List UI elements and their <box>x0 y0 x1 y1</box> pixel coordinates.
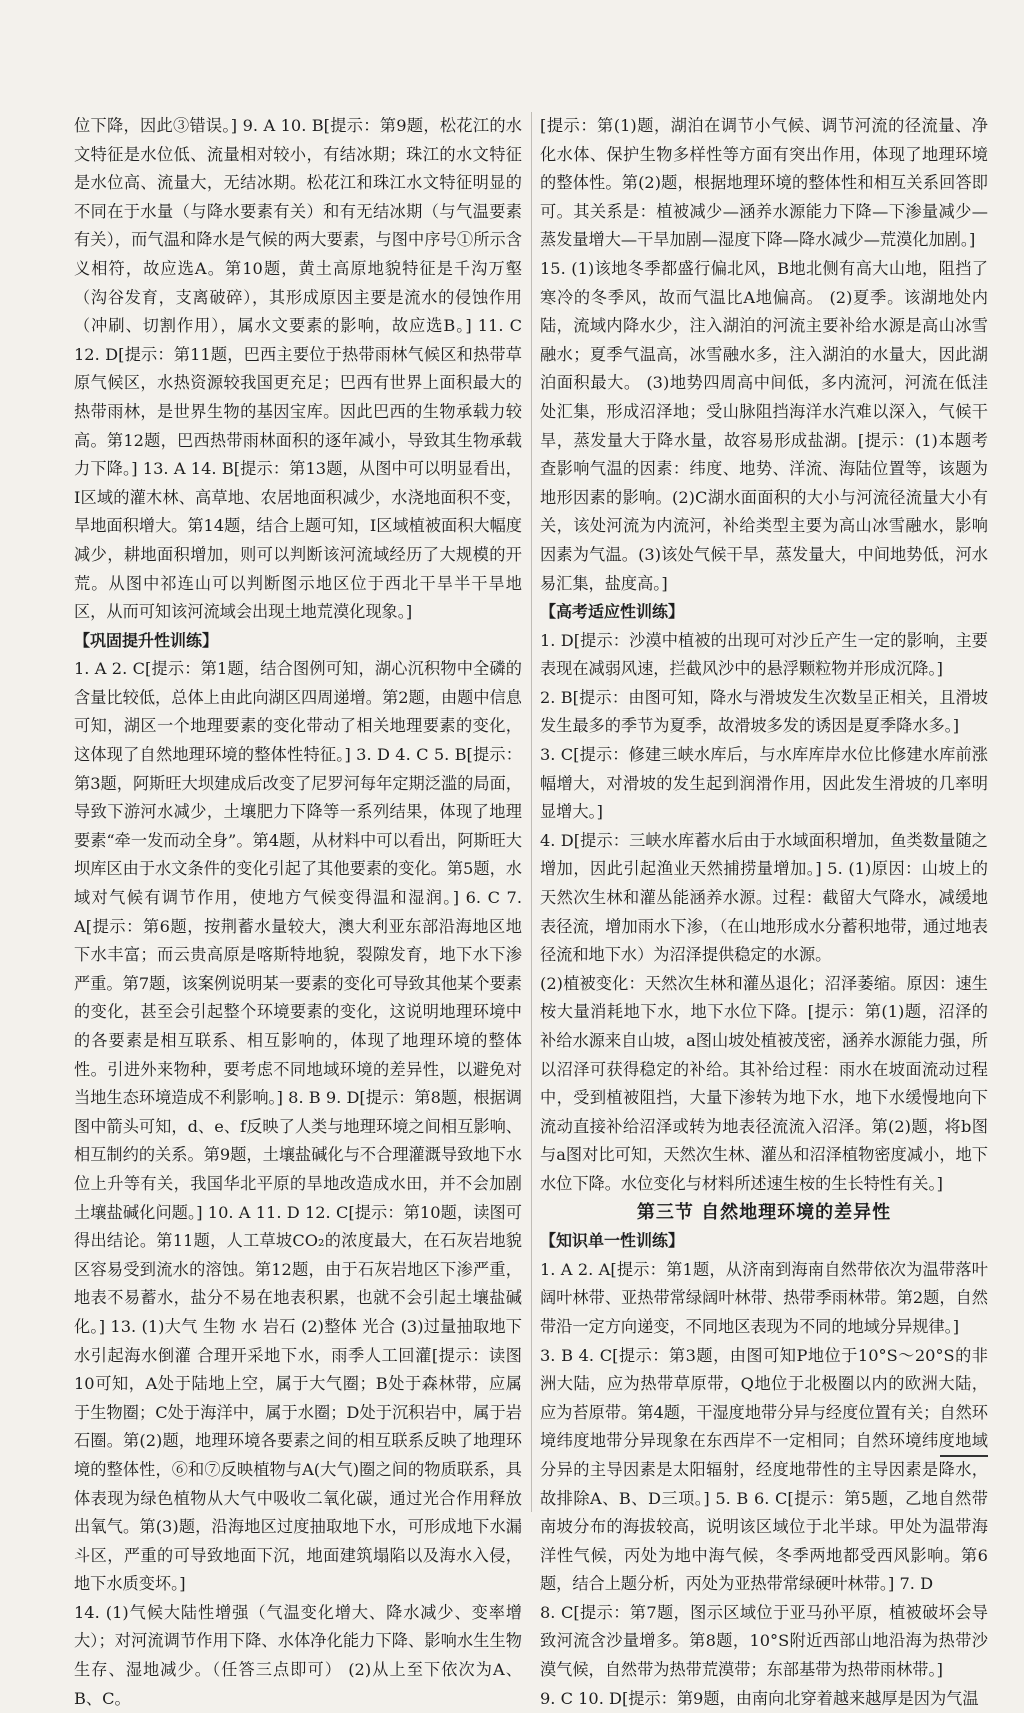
answer-paragraph: 2. B[提示：由图可知，降水与滑坡发生次数呈正相关，且滑坡发生最多的季节为夏季，故滑坡多发的诱因是夏季降水多。] <box>540 687 988 736</box>
section-header: 【知识单一性训练】 <box>540 1231 685 1251</box>
answer-paragraph: 15. (1)该地冬季都盛行偏北风，B地北侧有高大山地，阻挡了寒冷的冬季风，故而气温比A地偏高。 (2)夏季。该湖地处内陆，流域内降水少，注入湖泊的河流主要补给水源是高山冰雪融水；夏季气温高，冰雪融水多，注入湖泊的水量大，因此湖泊面积最大。 (3)地势四周高中间低，多内流河，河流在低洼处汇集，形成沼泽地；受山脉阻挡海洋水汽难以深入，气候干旱，蒸发量大于降水量，故容易形成盐湖。[提示：(1)本题考查影响气温的因素：纬度、地势、洋流、海陆位置等，该题为地形因素的影响。(2)C湖水面面积的大小与河流径流量大小有关，该处河流为内流河，补给类型主要为高山冰雪融水，影响因素为气温。(3)该处气候干旱，蒸发量大，中间地势低，河水易汇集，盐度高。] <box>540 258 988 593</box>
right-column <box>540 112 988 1713</box>
answer-paragraph: 14. (1)气候大陆性增强（气温变化增大、降水减少、变率增大）；对河流调节作用下降、水体净化能力下降、影响水生生物生存、湿地减少。（任答三点即可） (2)从上至下依次为A、B、C。 <box>74 1602 522 1708</box>
answer-paragraph: 3. C[提示：修建三峡水库后，与水库库岸水位比修建水库前涨幅增大，对滑坡的发生起到润滑作用，因此发生滑坡的几率明显增大。] <box>540 745 988 822</box>
answer-paragraph: 1. A 2. C[提示：第1题，结合图例可知，湖心沉积物中全磷的含量比较低，总体上由此向湖区四周递增。第2题，由题中信息可知，湖区一个地理要素的变化带动了相关地理要素的变化，这体现了自然地理环境的整体性特征。] 3. D 4. C 5. B[提示：第3题，阿斯旺大坝建成后改变了尼罗河每年定期泛滥的局面，导致下游河水减少，土壤肥力下降等一系列结果，体现了地理要素“牵一发而动全身”。第4题，从材料中可以看出，阿斯旺大坝库区由于水文条件的变化引起了其他要素的变化。第5题，水域对气候有调节作用，使地方气候变得温和湿润。] 6. C 7. A[提示：第6题，按荆蓄水量较大，澳大利亚东部沿海地区地下水丰富；而云贵高原是喀斯特地貌，裂隙发育，地下水下渗严重。第7题，该案例说明某一要素的变化可导致其他某个要素的变化，甚至会引起整个环境要素的变化，这说明地理环境中的各要素是相互联系、相互影响的，体现了地理环境的整体性。引进外来物种，要考虑不同地域环境的差异性，以避免对当地生态环境造成不利影响。] 8. B 9. D[提示：第8题，根据调图中箭头可知，d、e、f反映了人类与地理环境之间相互影响、相互制约的关系。第9题，土壤盐碱化与不合理灌溉导致地下水位上升等有关，我国华北平原的旱地改造成水田，并不会加剧土壤盐碱化问题。] 10. A 11. D 12. C[提示：第10题，读图可得出结论。第11题，人工草坡CO₂的浓度最大，在石灰岩地貌区容易受到流水的溶蚀。第12题，由于石灰岩地区下渗严重，地表不易蓄水，盐分不易在地表积累，也就不会引起土壤盐碱化。] 13. (1)大气 生物 水 岩石 (2)整体 光合 (3)过量抽取地下水引起海水倒灌 合理开采地下水，雨季人工回灌[提示：读图10可知，A处于陆地上空，属于大气圈；B处于森林带，应属于生物圈；C处于海洋中，属于水圈；D处于沉积岩中，属于岩石圈。第(2)题，地理环境各要素之间的相互联系反映了地理环境的整体性，⑥和⑦反映植物与A(大气)圈之间的物质联系，具体表现为绿色植物从大气中吸收二氧化碳，通过光合作用释放出氧气。第(3)题，沿海地区过度抽取地下水，可形成地下水漏斗区，严重的可导致地面下沉，地面建筑塌陷以及海水入侵，地下水质变坏。] <box>74 659 522 1594</box>
answer-paragraph: 8. C[提示：第7题，图示区域位于亚马孙平原，植被破坏会导致河流含沙量增多。第8题，10°S附近西部山地沿海为热带沙漠气候，自然带为热带荒漠带；东部基带为热带雨林带。] <box>540 1602 988 1680</box>
page-number-dash <box>940 1455 988 1457</box>
answer-paragraph: 4. D[提示：三峡水库蓄水后由于水域面积增加，鱼类数量随之增加，因此引起渔业天然捕捞量增加。] 5. (1)原因：山坡上的天然次生林和灌丛能涵养水源。过程：截留大气降水，减缓地表径流，增加雨水下渗，（在山地形成水分蓄积地带，通过地表径流和地下水）为沼泽提供稳定的水源。 <box>540 830 988 965</box>
answer-paragraph: 1. D[提示：沙漠中植被的出现可对沙丘产生一定的影响，主要表现在减弱风速，拦截风沙中的悬浮颗粒物并形成沉降。] <box>540 630 988 679</box>
answer-paragraph: 位下降，因此③错误。] 9. A 10. B[提示：第9题，松花江的水文特征是水位低、流量相对较小，有结冰期；珠江的水文特征是水位高、流量大，无结冰期。松花江和珠江水文特征明显的不同在于水量（与降水要素有关）和有无结冰期（与气温要素有关），而气温和降水是气候的两大要素，与图中序号①所示含义相符，故应选A。第10题，黄土高原地貌特征是千沟万壑（沟谷发育，支离破碎），其形成原因主要是流水的侵蚀作用（冲刷、切割作用），属水文要素的影响，故应选B。] 11. C 12. D[提示：第11题，巴西主要位于热带雨林气候区和热带草原气候区，水热资源较我国更充足；巴西有世界上面积最大的热带雨林，是世界生物的基因宝库。因此巴西的生物承载力较高。第12题，巴西热带雨林面积的逐年减小，导致其生物承载力下降。] 13. A 14. B[提示：第13题，从图中可以明显看出，Ⅰ区域的灌木林、高草地、农居地面积减少，水浇地面积不变，旱地面积增大。第14题，结合上题可知，Ⅰ区域植被面积大幅度减少，耕地面积增加，则可以判断该河流域经历了大规模的开荒。从图中祁连山可以判断图示地区位于西北干旱半干旱地区，从而可知该河流域会出现土地荒漠化现象。] <box>74 116 522 622</box>
answer-paragraph: 1. A 2. A[提示：第1题，从济南到海南自然带依次为温带落叶阔叶林带、亚热带常绿阔叶林带、热带季雨林带。第2题，自然带沿一定方向递变，不同地区表现为不同的地域分异规律。] <box>540 1259 988 1336</box>
answer-paragraph: (2)植被变化：天然次生林和灌丛退化；沼泽萎缩。原因：速生桉大量消耗地下水，地下水位下降。[提示：第(1)题，沼泽的补给水源来自山坡，a图山坡处植被茂密，涵养水源能力强，所以沼泽可获得稳定的补给。其补给过程：雨水在坡面流动过程中，受到植被阻挡，大量下渗转为地下水，地下水缓慢地向下流动直接补给沼泽或转为地表径流流入沼泽。第(2)题，将b图与a图对比可知，天然次生林、灌丛和沼泽植物密度减小，地下水位下降。水位变化与材料所述速生桉的生长特性有关。] <box>540 973 988 1193</box>
section-header: 【巩固提升性训练】 <box>74 630 219 650</box>
answer-paragraph: 9. C 10. D[提示：第9题，由南向北穿着越来越厚是因为气温 <box>540 1688 979 1708</box>
column-divider <box>531 112 532 1512</box>
section-header: 【高考适应性训练】 <box>540 602 685 622</box>
answer-paragraph: [提示：第(1)题，湖泊在调节小气候、调节河流的径流量、净化水体、保护生物多样性等方面有突出作用，体现了地理环境的整体性。第(2)题，根据地理环境的整体性和相互关系回答即可。其关系是：植被减少—涵养水源能力下降—下渗量减少—蒸发量增大—干旱加剧—湿度下降—降水减少—荒漠化加剧。] <box>540 116 988 250</box>
section-title: 第三节 自然地理环境的差异性 <box>636 1201 892 1223</box>
answer-paragraph: 3. B 4. C[提示：第3题，由图可知P地位于10°S～20°S的非洲大陆，应为热带草原带，Q地位于北极圈以内的欧洲大陆，应为苔原带。第4题，干湿度地带分异与经度位置有关；自然环境纬度地带分异现象在东西岸不一定相同；自然环境纬度地域分异的主导因素是太阳辐射，经度地带性的主导因素是降水，故排除A、B、D三项。] 5. B 6. C[提示：第5题，乙地自然带南坡分布的海拔较高，说明该区域位于北半球。甲处为温带海洋性气候，丙处为地中海气候，冬季两地都受西风影响。第6题，结合上题分析，丙处为亚热带常绿硬叶林带。] 7. D <box>540 1345 988 1594</box>
left-column <box>74 112 522 1713</box>
